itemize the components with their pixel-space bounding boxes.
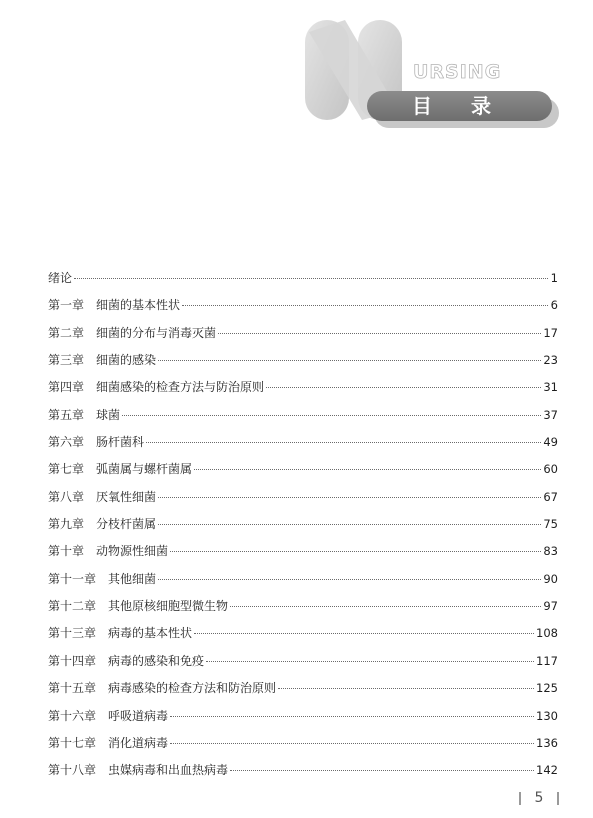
toc-entry[interactable] — [48, 675, 558, 702]
page-title: 目 录 — [412, 94, 507, 118]
toc-leader-dots — [146, 441, 541, 443]
toc-chapter-number: 第十五章 — [48, 681, 97, 696]
toc-leader-dots — [278, 687, 534, 689]
toc-page-number: 97 — [543, 599, 558, 614]
toc-chapter-number: 第十二章 — [48, 599, 97, 614]
toc-chapter-title: 病毒感染的检查方法和防治原则 — [108, 681, 277, 696]
toc-chapter-title: 细菌的分布与消毒灭菌 — [96, 325, 217, 340]
toc-leader-dots — [182, 304, 548, 306]
toc-chapter-title: 细菌感染的检查方法与防治原则 — [96, 380, 265, 395]
toc-page-number: 67 — [543, 489, 558, 504]
page-number-footer — [519, 788, 559, 808]
toc-chapter-title: 虫媒病毒和出血热病毒 — [108, 763, 229, 778]
toc-page-number: 108 — [536, 626, 558, 641]
toc-entry[interactable] — [48, 292, 558, 319]
toc-entry[interactable] — [48, 320, 558, 347]
toc-chapter-number: 第十一章 — [48, 571, 97, 586]
toc-page-number: 75 — [543, 517, 558, 532]
toc-entry[interactable] — [48, 593, 558, 620]
toc-entry[interactable] — [48, 703, 558, 730]
toc-chapter-number: 第六章 — [48, 435, 85, 450]
toc-chapter-number: 第十四章 — [48, 653, 97, 668]
toc-entry[interactable] — [48, 511, 558, 538]
toc-chapter-number: 第五章 — [48, 407, 85, 422]
toc-entry[interactable] — [48, 402, 558, 429]
toc-chapter-title: 厌氧性细菌 — [96, 489, 157, 504]
toc-entry[interactable] — [48, 456, 558, 483]
page-number: 5 — [534, 790, 544, 806]
toc-leader-dots — [230, 769, 534, 771]
toc-leader-dots — [218, 332, 541, 334]
toc-chapter-title: 病毒的基本性状 — [108, 626, 193, 641]
toc-chapter-title: 弧菌属与螺杆菌属 — [96, 462, 193, 477]
toc-chapter-title: 球菌 — [96, 407, 121, 422]
toc-entry[interactable] — [48, 730, 558, 757]
table-of-contents — [48, 265, 558, 785]
toc-chapter-number: 第七章 — [48, 462, 85, 477]
toc-page-number: 136 — [536, 735, 558, 750]
toc-leader-dots — [194, 632, 534, 634]
toc-entry[interactable] — [48, 265, 558, 292]
toc-page-number: 37 — [543, 407, 558, 422]
toc-chapter-title: 病毒的感染和免疫 — [108, 653, 205, 668]
toc-page-number: 142 — [536, 763, 558, 778]
toc-page-number: 117 — [536, 653, 558, 668]
toc-page-number: 83 — [543, 544, 558, 559]
toc-leader-dots — [158, 496, 541, 498]
toc-leader-dots — [122, 414, 541, 416]
right-divider — [557, 792, 559, 805]
nursing-logo — [300, 12, 570, 132]
toc-chapter-title: 其他细菌 — [108, 571, 157, 586]
toc-entry[interactable] — [48, 757, 558, 784]
toc-entry[interactable] — [48, 620, 558, 647]
toc-chapter-number: 第十三章 — [48, 626, 97, 641]
toc-chapter-number: 第三章 — [48, 353, 85, 368]
toc-chapter-title: 细菌的基本性状 — [96, 298, 181, 313]
toc-chapter-number: 第十六章 — [48, 708, 97, 723]
toc-chapter-number: 第十八章 — [48, 763, 97, 778]
toc-chapter-number: 第十章 — [48, 544, 85, 559]
toc-entry[interactable] — [48, 374, 558, 401]
left-divider — [519, 792, 521, 805]
toc-leader-dots — [266, 386, 541, 388]
toc-leader-dots — [158, 359, 541, 361]
toc-entry[interactable] — [48, 648, 558, 675]
toc-chapter-title: 肠杆菌科 — [96, 435, 145, 450]
toc-chapter-number: 第一章 — [48, 298, 85, 313]
toc-chapter-number: 第四章 — [48, 380, 85, 395]
toc-chapter-number: 第八章 — [48, 489, 85, 504]
toc-leader-dots — [170, 550, 541, 552]
toc-page-number: 1 — [550, 271, 558, 285]
logo-word: URSING — [413, 61, 502, 83]
toc-leader-dots — [230, 605, 541, 607]
toc-leader-dots — [170, 742, 534, 744]
toc-page-number: 49 — [543, 435, 558, 450]
toc-page-number: 90 — [543, 571, 558, 586]
toc-chapter-number: 第十七章 — [48, 735, 97, 750]
toc-chapter-number: 第九章 — [48, 517, 85, 532]
toc-page-number: 17 — [543, 325, 558, 340]
toc-leader-dots — [158, 523, 541, 525]
toc-leader-dots — [170, 715, 534, 717]
toc-page-number: 6 — [550, 298, 558, 313]
toc-chapter-title: 分枝杆菌属 — [96, 517, 157, 532]
toc-entry[interactable] — [48, 566, 558, 593]
toc-leader-dots — [74, 277, 548, 279]
toc-chapter-title: 其他原核细胞型微生物 — [108, 599, 229, 614]
toc-chapter-title: 绪论 — [48, 271, 73, 285]
toc-entry[interactable] — [48, 538, 558, 565]
toc-leader-dots — [158, 578, 541, 580]
toc-chapter-title: 呼吸道病毒 — [108, 708, 169, 723]
toc-page-number: 31 — [543, 380, 558, 395]
toc-page-number: 130 — [536, 708, 558, 723]
toc-chapter-number: 第二章 — [48, 325, 85, 340]
toc-entry[interactable] — [48, 429, 558, 456]
toc-entry[interactable] — [48, 484, 558, 511]
toc-page-number: 125 — [536, 681, 558, 696]
toc-chapter-title: 动物源性细菌 — [96, 544, 169, 559]
toc-leader-dots — [194, 468, 541, 470]
toc-chapter-title: 细菌的感染 — [96, 353, 157, 368]
toc-leader-dots — [206, 660, 534, 662]
toc-chapter-title: 消化道病毒 — [108, 735, 169, 750]
toc-page-number: 60 — [543, 462, 558, 477]
toc-entry[interactable] — [48, 347, 558, 374]
toc-page-number: 23 — [543, 353, 558, 368]
